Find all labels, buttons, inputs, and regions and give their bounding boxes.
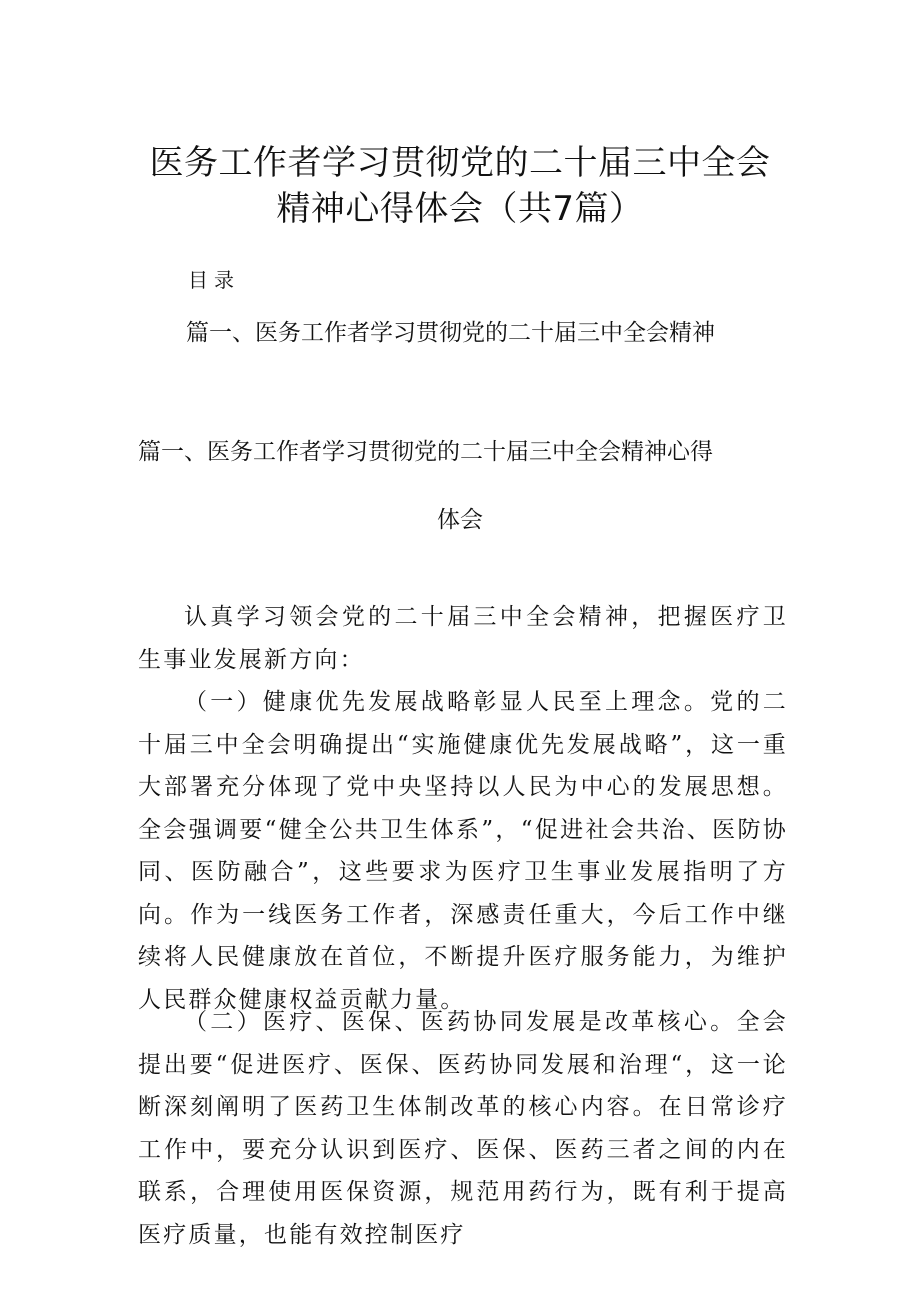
- body-paragraph-2: （二）医疗、医保、医药协同发展是改革核心。全会提出要“促进医疗、医保、医药协同发展和治理“，这一论断深刻阐明了医药卫生体制改革的核心内容。在日常诊疗工作中，要充分认识到医疗、医保、医药三者之间的内在联系，合理使用医保资源，规范用药行为，既有利于提高医疗质量，也能有效控制医疗: [138, 1009, 788, 1248]
- body-paragraph-intro: 认真学习领会党的二十届三中全会精神，把握医疗卫生事业发展新方向：: [138, 604, 788, 673]
- toc-item-1[interactable]: 篇一、医务工作者学习贯彻党的二十届三中全会精神: [186, 320, 715, 346]
- section-heading-line-2: 体会: [437, 507, 483, 533]
- toc-label: 目录: [188, 268, 240, 292]
- document-title-line-1: 医务工作者学习贯彻党的二十届三中全会: [149, 143, 771, 183]
- section-heading-line-1: 篇一、医务工作者学习贯彻党的二十届三中全会精神心得: [138, 439, 713, 465]
- document-title-line-2: 精神心得体会（共7篇）: [276, 189, 644, 229]
- body-paragraph-1: （一）健康优先发展战略彰显人民至上理念。党的二十届三中全会明确提出“实施健康优先发展战略”，这一重大部署充分体现了党中央坚持以人民为中心的发展思想。全会强调要“健全公共卫生体系”，“促进社会共治、医防协同、医防融合”，这些要求为医疗卫生事业发展指明了方向。作为一线医务工作者，深感责任重大，今后工作中继续将人民健康放在首位，不断提升医疗服务能力，为维护人民群众健康权益贡献力量。: [138, 689, 788, 1013]
